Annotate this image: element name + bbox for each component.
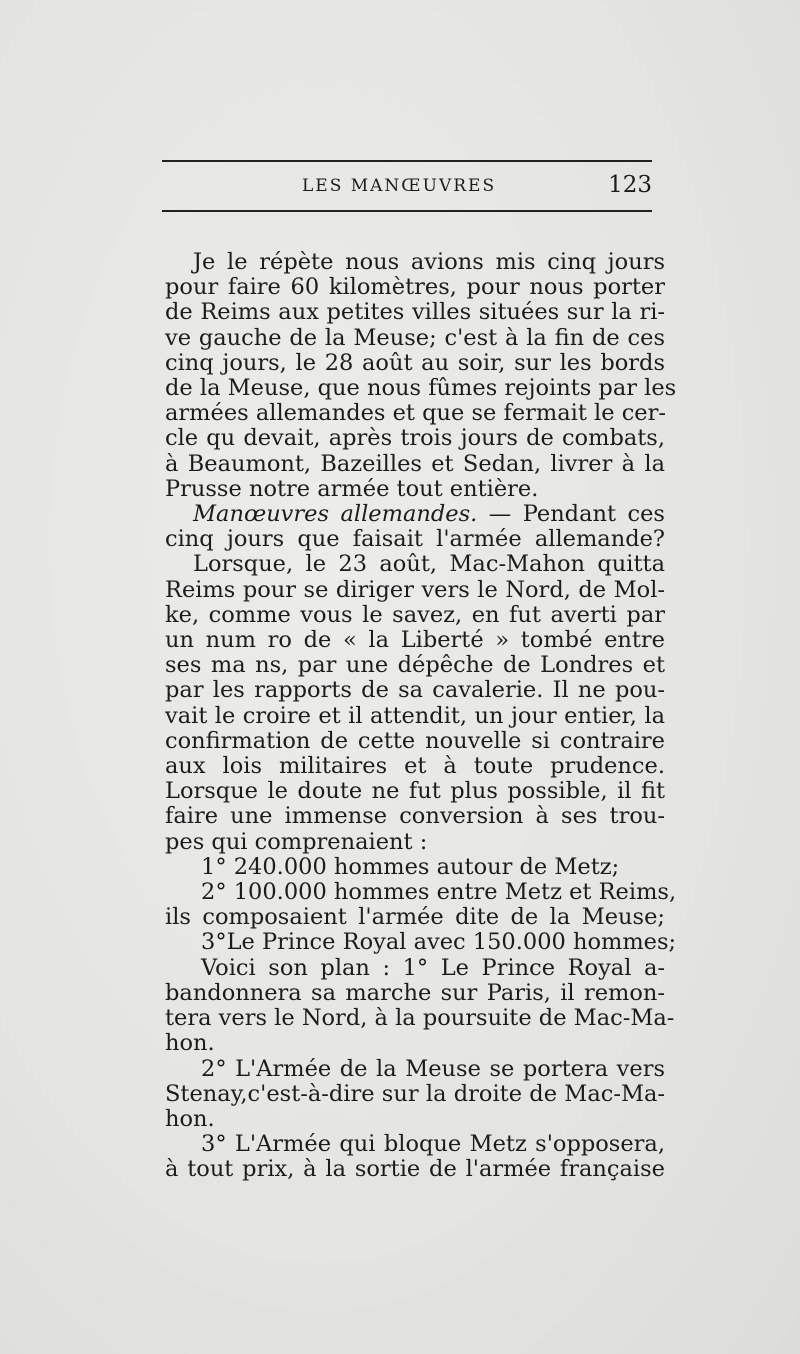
text-line: hon. — [165, 1105, 215, 1132]
body-text — [165, 249, 677, 1183]
text-line: Je le répète nous avions mis cinq jours — [193, 249, 665, 275]
text-line: Stenay,c'est-à-dire sur la droite de Mac-Ma- — [165, 1080, 665, 1107]
text-line: cinq jours que faisait l'armée allemande? — [165, 526, 665, 553]
text-line: faire une immense conversion à ses trou- — [165, 803, 665, 830]
text-line: vait le croire et il attendit, un jour entier, la — [165, 702, 665, 729]
section-heading-tail: — Pendant ces — [477, 501, 665, 528]
list-item: 3°Le Prince Royal avec 150.000 hommes; — [201, 929, 677, 956]
section-line — [165, 502, 665, 527]
text-line: Reims pour se diriger vers le Nord, de Mol- — [165, 576, 665, 603]
header-rule-bottom — [162, 210, 652, 212]
text-line: de Reims aux petites villes situées sur la ri- — [165, 299, 665, 326]
text-line: Voici son plan : 1° Le Prince Royal a- — [201, 954, 665, 981]
text-line: hon. — [165, 1030, 215, 1057]
running-title: LES MANŒUVRES — [302, 176, 497, 196]
page-header — [162, 172, 652, 204]
text-line: à Beaumont, Bazeilles et Sedan, livrer à la — [165, 450, 665, 477]
text-line: Lorsque, le 23 août, Mac-Mahon quitta — [193, 551, 665, 578]
text-line: à tout prix, à la sortie de l'armée française — [165, 1156, 665, 1183]
text-line: aux lois militaires et à toute prudence. — [165, 753, 665, 780]
text-line: un num ro de « la Liberté » tombé entre — [165, 627, 665, 654]
list-item: 3° L'Armée qui bloque Metz s'opposera, — [201, 1131, 665, 1158]
text-line: confirmation de cette nouvelle si contraire — [165, 727, 665, 754]
section-heading: Manœuvres allemandes. — [193, 501, 478, 528]
text-line: de la Meuse, que nous fûmes rejoints par les — [165, 375, 677, 402]
text-line: Prusse notre armée tout entière. — [165, 475, 539, 502]
text-line: ve gauche de la Meuse; c'est à la fin de ces — [165, 324, 665, 351]
list-item: 2° 100.000 hommes entre Metz et Reims, — [201, 879, 677, 906]
text-line: tera vers le Nord, à la poursuite de Mac-Ma- — [165, 1005, 675, 1032]
text-line: pes qui comprenaient : — [165, 828, 428, 855]
text-line: ils composaient l'armée dite de la Meuse; — [165, 904, 665, 931]
text-line: armées allemandes et que se fermait le cer- — [165, 400, 666, 427]
text-line: ses ma ns, par une dépêche de Londres et — [165, 652, 665, 679]
list-item: 1° 240.000 hommes autour de Metz; — [201, 853, 620, 880]
page-number: 123 — [608, 172, 652, 198]
text-line: Lorsque le doute ne fut plus possible, il fit — [165, 778, 665, 805]
list-item: 2° L'Armée de la Meuse se portera vers — [201, 1055, 665, 1082]
text-line: cle qu devait, après trois jours de combats, — [165, 425, 665, 452]
text-line: pour faire 60 kilomètres, pour nous porter — [165, 274, 665, 301]
text-line: ke, comme vous le savez, en fut averti par — [165, 601, 665, 628]
text-line: par les rapports de sa cavalerie. Il ne pou- — [165, 677, 665, 704]
text-line: bandonnera sa marche sur Paris, il remon- — [165, 979, 665, 1006]
header-rule-top — [162, 160, 652, 162]
text-line: cinq jours, le 28 août au soir, sur les bords — [165, 349, 665, 376]
